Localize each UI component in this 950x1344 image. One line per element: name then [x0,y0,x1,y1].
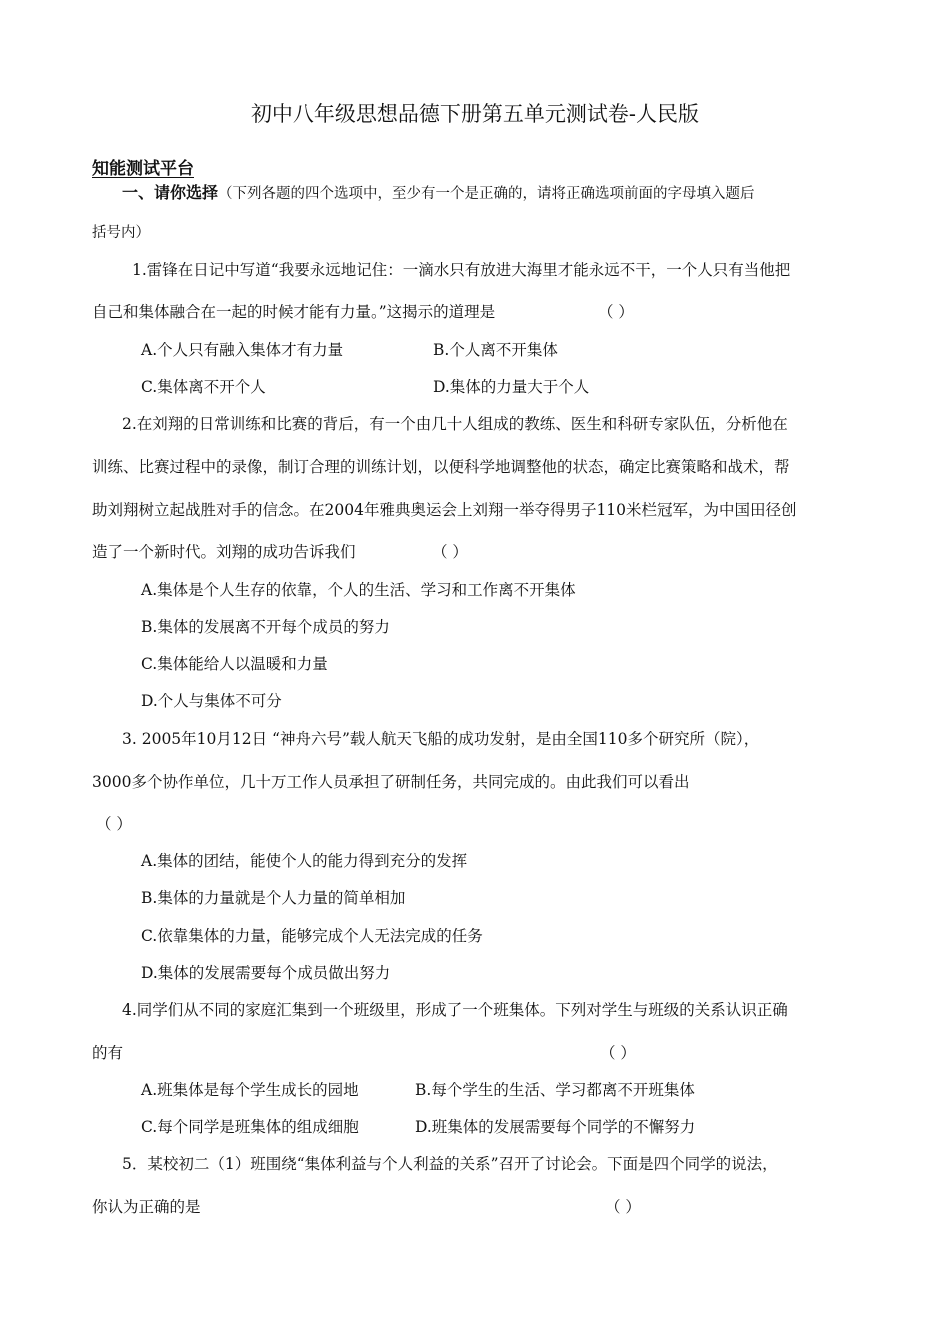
q3-option-c: C.依靠集体的力量，能够完成个人无法完成的任务 [141,927,483,945]
q4-option-c: C.每个同学是班集体的组成细胞 [141,1118,359,1136]
q1-option-d: D.集体的力量大于个人 [433,378,590,396]
instruction-lead: 一、请你选择 [122,183,219,202]
page-title: 初中八年级思想品德下册第五单元测试卷-人民版 [250,102,700,126]
q2-stem-line-1: 2.在刘翔的日常训练和比赛的背后，有一个由几十人组成的教练、医生和科研专家队伍，分析他在 [122,415,788,433]
q3-answer-blank: （ ） [96,815,132,833]
q4-stem-line-2: 的有 [92,1044,124,1062]
q3-stem-line-2: 3000多个协作单位，几十万工作人员承担了研制任务，共同完成的。由此我们可以看出 [92,773,690,791]
q3-option-a: A.集体的团结，能使个人的能力得到充分的发挥 [141,852,468,870]
q5-stem-line-1: 5．某校初二（1）班围绕“集体利益与个人利益的关系”召开了讨论会。下面是四个同学的说法， [122,1155,778,1173]
q1-option-a: A.个人只有融入集体才有力量 [141,341,344,359]
q2-stem-line-2: 训练、比赛过程中的录像，制订合理的训练计划，以便科学地调整他的状态，确定比赛策略和战术，帮 [92,458,790,476]
q2-stem-line-3: 助刘翔树立起战胜对手的信念。在2004年雅典奥运会上刘翔一举夺得男子110米栏冠军，为中国田径创 [92,501,797,519]
q2-option-a: A.集体是个人生存的依靠，个人的生活、学习和工作离不开集体 [141,581,576,599]
q5-answer-blank: （ ） [605,1198,641,1216]
q1-stem-line-1: 1.雷锋在日记中写道“我要永远地记住：一滴水只有放进大海里才能永远不干，一个人只有当他把 [132,261,791,279]
q3-stem-line-1: 3. 2005年10月12日 “神舟六号”载人航天飞船的成功发射，是由全国110多个研究所（院）， [122,730,760,748]
instruction-line-2: 括号内） [92,225,150,241]
section-heading: 知能测试平台 [92,159,194,179]
q2-stem-line-4: 造了一个新时代。刘翔的成功告诉我们 [92,543,356,561]
instruction-line-1 [122,185,755,202]
q4-option-a: A.班集体是每个学生成长的园地 [141,1081,359,1099]
q2-answer-blank: （ ） [432,543,468,561]
q1-stem-line-2: 自己和集体融合在一起的时候才能有力量。”这揭示的道理是 [92,303,496,321]
q1-answer-blank: （ ） [598,303,634,321]
q3-option-b: B.集体的力量就是个人力量的简单相加 [141,889,406,907]
q1-option-b: B.个人离不开集体 [433,341,558,359]
q3-option-d: D.集体的发展需要每个成员做出努力 [141,964,391,982]
q5-stem-line-2: 你认为正确的是 [92,1198,201,1216]
q2-option-c: C.集体能给人以温暖和力量 [141,655,328,673]
q1-option-c: C.集体离不开个人 [141,378,266,396]
q2-option-b: B.集体的发展离不开每个成员的努力 [141,618,390,636]
q4-answer-blank: （ ） [600,1044,636,1062]
q4-option-d: D.班集体的发展需要每个同学的不懈努力 [415,1118,696,1136]
q2-option-d: D.个人与集体不可分 [141,692,282,710]
instruction-note: （下列各题的四个选项中，至少有一个是正确的，请将正确选项前面的字母填入题后 [218,186,755,202]
q4-stem-line-1: 4.同学们从不同的家庭汇集到一个班级里，形成了一个班集体。下列对学生与班级的关系认识正确 [122,1001,788,1019]
q4-option-b: B.每个学生的生活、学习都离不开班集体 [415,1081,695,1099]
